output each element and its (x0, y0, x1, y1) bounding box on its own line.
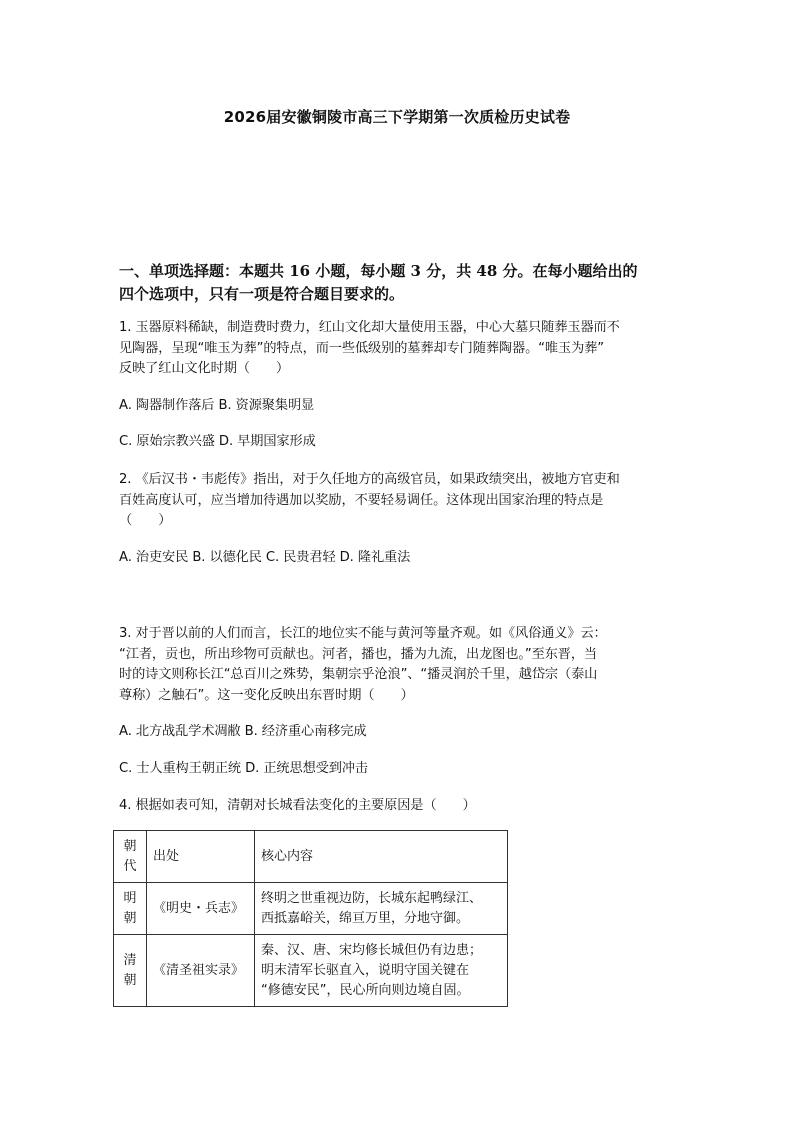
q2-stem-line-1: 2. 《后汉书・韦彪传》指出，对于久任地方的高级官员，如果政绩突出，被地方官吏和 (119, 472, 620, 487)
q1-stem-line-1: 1. 玉器原料稀缺，制造费时费力，红山文化却大量使用玉器，中心大墓只随葬玉器而不 (119, 320, 620, 335)
ming-core-line-1: 终明之世重视边防，长城东起鸭绿江、 (261, 890, 483, 906)
question-4-stem: 4. 根据如表可知，清朝对长城看法变化的主要原因是（ ） (119, 798, 476, 813)
question-1-option-ab: A. 陶器制作落后 B. 资源聚集明显 (119, 398, 315, 413)
ming-char-1: 明 (123, 890, 137, 906)
ming-char-2: 朝 (123, 910, 137, 926)
great-wall-table (113, 830, 508, 1007)
qing-char-2: 朝 (123, 972, 137, 988)
row-qing-dynasty (114, 935, 147, 1007)
row-qing-source: 《清圣祖实录》 (147, 935, 255, 1007)
header-core: 核心内容 (255, 831, 508, 883)
q3-stem-line-2: “江者，贡也，所出珍物可贡献也。河者，播也，播为九流，出龙图也。”至东晋，当 (119, 646, 598, 662)
row-qing-core (255, 935, 508, 1007)
qing-char-1: 清 (123, 952, 137, 968)
q3-stem-line-4: 尊称）之触石”。这一变化反映出东晋时期（ ） (119, 687, 414, 703)
qing-core-line-2: 明末清军长驱直入，说明守国关键在 (261, 962, 470, 978)
qing-core-line-3: “修德安民”，民心所向则边境自固。 (261, 982, 470, 998)
table-row (114, 935, 508, 1007)
q3-stem-line-1: 3. 对于晋以前的人们而言，长江的地位实不能与黄河等量齐观。如《风俗通义》云： (119, 626, 607, 641)
question-3-stem (119, 624, 679, 706)
question-1-option-cd: C. 原始宗教兴盛 D. 早期国家形成 (119, 434, 316, 449)
q1-stem-line-3: 反映了红山文化时期（ ） (119, 361, 290, 376)
ming-core-line-2: 西抵嘉峪关，绵亘万里，分地守御。 (261, 910, 470, 926)
q1-stem-line-2: 见陶器，呈现“唯玉为葬”的特点，而一些低级别的墓葬却专门随葬陶器。“唯玉为葬” (119, 340, 604, 356)
row-ming-dynasty (114, 883, 147, 935)
table-header-row (114, 831, 508, 883)
question-3-option-cd: C. 士人重构王朝正统 D. 正统思想受到冲击 (119, 761, 369, 776)
question-2-stem (119, 470, 679, 532)
question-3-option-ab: A. 北方战乱学术凋敝 B. 经济重心南移完成 (119, 724, 367, 739)
table-row (114, 883, 508, 935)
header-dynasty-char-1: 朝 (123, 838, 137, 854)
section-heading-line-2: 四个选项中，只有一项是符合题目要求的。 (119, 285, 405, 303)
header-dynasty-char-2: 代 (123, 858, 137, 874)
header-source: 出处 (147, 831, 255, 883)
section-heading (119, 260, 679, 306)
question-1-stem (119, 318, 679, 380)
exam-title: 2026届安徽铜陵市高三下学期第一次质检历史试卷 (223, 108, 571, 126)
q3-stem-line-3: 时的诗文则称长江“总百川之殊势，集朝宗乎沧浪”、“播灵润於千里，越岱宗（泰山 (119, 667, 598, 682)
row-ming-source: 《明史・兵志》 (147, 883, 255, 935)
row-ming-core (255, 883, 508, 935)
header-dynasty (114, 831, 147, 883)
section-heading-line-1: 一、单项选择题：本题共 16 小题，每小题 3 分，共 48 分。在每小题给出的 (119, 262, 638, 280)
q2-stem-line-2: 百姓高度认可，应当增加待遇加以奖励，不要轻易调任。这体现出国家治理的特点是 (119, 492, 604, 508)
qing-core-line-1: 秦、汉、唐、宋均修长城但仍有边患； (261, 942, 483, 958)
question-2-options: A. 治吏安民 B. 以德化民 C. 民贵君轻 D. 隆礼重法 (119, 550, 411, 565)
q2-stem-line-3: （ ） (119, 513, 172, 528)
